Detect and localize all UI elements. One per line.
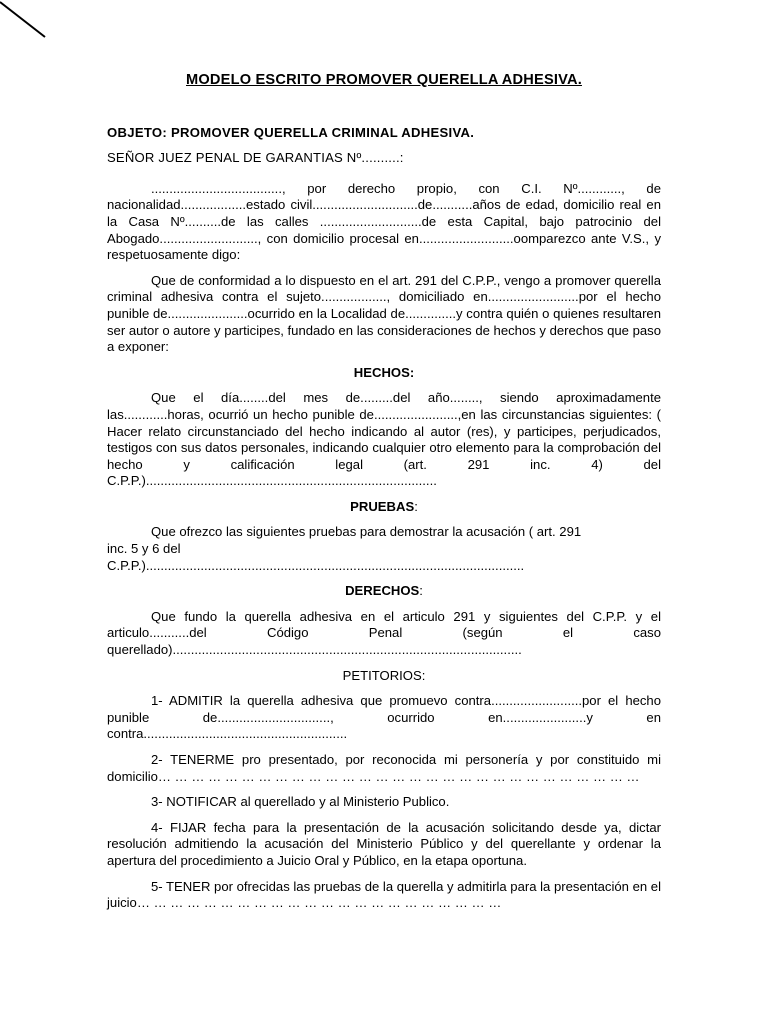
- hechos-paragraph: Que el día........del mes de.........del año........, siendo aproximadamente las............horas, ocurrió un hecho punible de.......................,en las circunstancias siguientes: ( Hacer relato circunstanciado del hecho indicando al autor (res), y participes, perjudicados, testigos con sus datos personales, indicando cualquier otro elemento para la comprobación del hecho y calificación legal (art. 291 inc. 4) del C.P.P.)................................................................................: [107, 390, 661, 489]
- pruebas-line-3: C.P.P.)........................................................................................................: [107, 557, 525, 573]
- pruebas-heading-label: PRUEBAS: [350, 498, 415, 514]
- pruebas-heading-colon: :: [414, 498, 418, 514]
- petitorio-item-5: 5- TENER por ofrecidas las pruebas de la querella y admitirla para la presentación en el juicio… … … … … … … … … … … … … … … … … … … … … …: [107, 878, 661, 911]
- hechos-heading: HECHOS:: [353, 364, 415, 380]
- object-line: OBJETO: PROMOVER QUERELLA CRIMINAL ADHESIVA.: [107, 124, 475, 140]
- petitorio-item-3: 3- NOTIFICAR al querellado y al Ministerio Publico.: [151, 794, 450, 810]
- petitorio-item-4: 4- FIJAR fecha para la presentación de la acusación solicitando desde ya, dictar resolución admitiendo la acusación del Ministerio Público y del querellante y ordenar la apertura del procedimiento a Juicio Oral y Público, en la etapa oportuna.: [107, 819, 661, 868]
- petitorio-item-1: 1- ADMITIR la querella adhesiva que promuevo contra.........................por el hecho punible de..............................., ocurrido en.......................y en contra........................................................: [107, 693, 661, 742]
- petitorios-heading: PETITORIOS:: [342, 667, 426, 683]
- document-title: MODELO ESCRITO PROMOVER QUERELLA ADHESIVA.: [186, 72, 582, 88]
- intro-paragraph: ...................................., por derecho propio, con C.I. Nº............, de nacionalidad..................estado civil.............................de...........años de edad, domicilio real en la Casa Nº..........de las calles ............................de esta Capital, bajo patrocinio del Abogado..........................., con domicilio procesal en..........................oomparezco ante V.S., y respetuosamente digo:: [107, 180, 661, 263]
- promotion-paragraph: Que de conformidad a lo dispuesto en el art. 291 del C.P.P., vengo a promover querella criminal adhesiva contra el sujeto.................., domiciliado en.........................por el hecho punible de......................ocurrido en la Localidad de..............y contra quién o quienes resultaren ser autor o autore y participes, fundado en las consideraciones de hechos y derechos que paso a exponer:: [107, 272, 661, 355]
- derechos-heading: [107, 583, 661, 600]
- pruebas-line-2: inc. 5 y 6 del: [107, 541, 181, 557]
- corner-slash-mark: [0, 0, 60, 50]
- pruebas-heading: [107, 499, 661, 516]
- petitorio-item-2: 2- TENERME pro presentado, por reconocida mi personería y por constituido mi domicilio… … … … … … … … … … … … … … … … … … … … … … … … … … … … …: [107, 752, 661, 784]
- document-page: [107, 72, 661, 921]
- addressee-line: SEÑOR JUEZ PENAL DE GARANTIAS Nº..........:: [107, 150, 404, 166]
- pruebas-paragraph: [107, 524, 661, 574]
- derechos-heading-label: DERECHOS: [345, 583, 420, 599]
- derechos-paragraph: Que fundo la querella adhesiva en el articulo 291 y siguientes del C.P.P. y el articulo...........del Código Penal (según el caso querellado)................................................................................................: [107, 608, 661, 658]
- derechos-heading-colon: :: [419, 583, 423, 599]
- pruebas-line-1: Que ofrezco las siguientes pruebas para demostrar la acusación ( art. 291: [151, 524, 582, 540]
